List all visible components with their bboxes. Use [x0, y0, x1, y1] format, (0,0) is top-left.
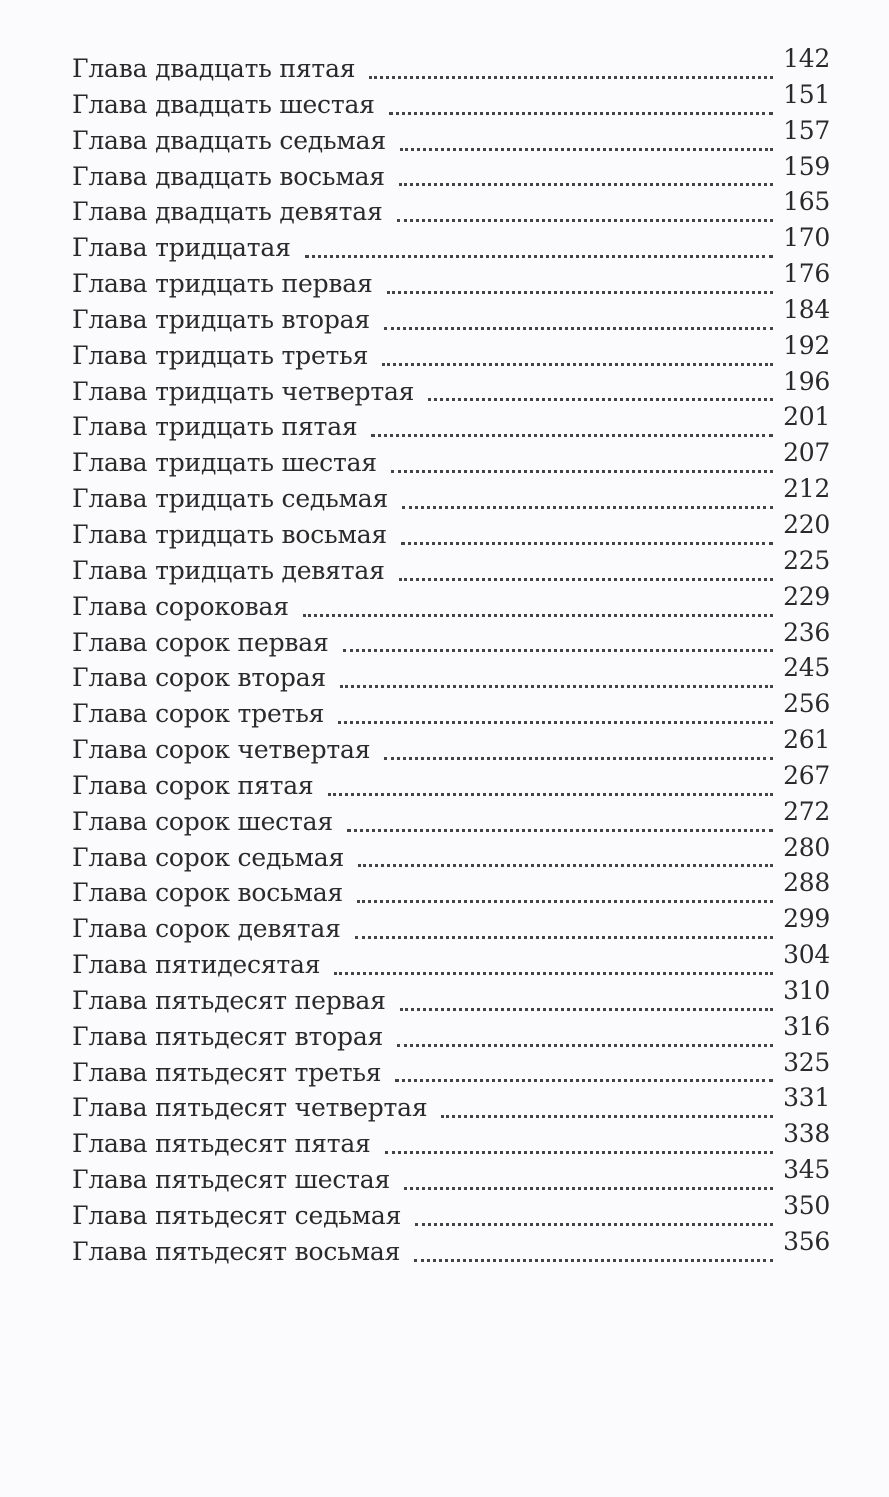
toc-entry: [72, 151, 830, 191]
toc-entry: [72, 366, 830, 406]
toc-dot-leader: [400, 975, 773, 1011]
toc-entry-title: Глава тридцать седьмая: [72, 484, 389, 514]
toc-entry-page: 159: [783, 151, 830, 181]
toc-dot-leader: [384, 294, 773, 330]
toc-entry-page: 170: [783, 223, 830, 253]
toc-entry: [72, 1119, 830, 1159]
toc-dot-leader: [414, 1226, 773, 1262]
toc-entry-title: Глава тридцатая: [72, 233, 291, 263]
toc-entry-title: Глава сорок первая: [72, 627, 329, 657]
toc-entry-page: 331: [783, 1083, 830, 1113]
toc-dot-leader: [303, 581, 773, 617]
toc-entry: [72, 653, 830, 693]
toc-entry-title: Глава сорок пятая: [72, 770, 314, 800]
toc-entry: [72, 1011, 830, 1051]
toc-dot-leader: [397, 1011, 773, 1047]
toc-dot-leader: [395, 1047, 773, 1083]
toc-entry-page: 236: [783, 617, 830, 647]
toc-entry: [72, 1191, 830, 1230]
toc-entry-title: Глава тридцать девятая: [72, 555, 385, 585]
toc-entry-page: 165: [783, 187, 830, 217]
toc-entry-page: 245: [783, 653, 830, 683]
toc-entry-page: 256: [783, 689, 830, 719]
toc-entry-title: Глава пятьдесят первая: [72, 985, 386, 1015]
toc-entry-title: Глава двадцать пятая: [72, 54, 356, 83]
toc-entry-page: 288: [783, 868, 830, 898]
toc-entry: [72, 1155, 830, 1195]
toc-entry: [72, 1083, 830, 1123]
toc-entry: [72, 975, 830, 1015]
toc-entry-page: 207: [783, 438, 830, 468]
toc-entry: [72, 294, 830, 334]
toc-dot-leader: [328, 760, 773, 796]
toc-entry-title: Глава сорок восьмая: [72, 878, 344, 908]
toc-entry-title: Глава тридцать пятая: [72, 412, 358, 442]
toc-dot-leader: [385, 1118, 773, 1154]
toc-dot-leader: [402, 473, 773, 509]
toc-entry: [72, 330, 830, 370]
toc-entry-title: Глава пятьдесят пятая: [72, 1129, 371, 1159]
toc-entry: [72, 868, 830, 908]
toc-entry: [72, 187, 830, 227]
toc-entry: [72, 689, 830, 729]
toc-entry-title: Глава двадцать девятая: [72, 197, 383, 227]
toc-entry-title: Глава двадцать восьмая: [72, 161, 385, 191]
toc-entry-title: Глава пятидесятая: [72, 950, 321, 980]
toc-entry-page: 280: [783, 832, 830, 862]
toc-entry-title: Глава двадцать седьмая: [72, 125, 386, 155]
toc-entry: [72, 44, 830, 83]
toc-entry-page: 304: [783, 940, 830, 970]
toc-entry-title: Глава пятьдесят седьмая: [72, 1201, 402, 1230]
toc-entry: [72, 509, 830, 549]
toc-dot-leader: [399, 151, 773, 187]
toc-entry-title: Глава тридцать первая: [72, 269, 373, 299]
toc-entry-page: 157: [783, 115, 830, 145]
toc-entry-title: Глава сорок вторая: [72, 663, 326, 693]
toc-entry-page: 272: [783, 796, 830, 826]
toc-entry-page: 142: [783, 44, 830, 73]
toc-entry-page: 325: [783, 1047, 830, 1077]
toc-entry-title: Глава сорок седьмая: [72, 842, 345, 872]
table-of-contents: [72, 44, 830, 1266]
toc-entry-title: Глава тридцать восьмая: [72, 519, 387, 549]
toc-entry-page: 299: [783, 904, 830, 934]
toc-dot-leader: [400, 115, 773, 151]
toc-entry-page: 220: [783, 509, 830, 539]
toc-dot-leader: [340, 652, 773, 688]
toc-entry: [72, 402, 830, 442]
toc-entry-page: 350: [783, 1191, 830, 1220]
toc-dot-leader: [387, 258, 773, 294]
toc-entry-page: 261: [783, 725, 830, 755]
toc-entry-title: Глава тридцать четвертая: [72, 376, 415, 406]
toc-entry-page: 176: [783, 259, 830, 289]
toc-dot-leader: [441, 1082, 773, 1118]
toc-entry: [72, 474, 830, 514]
toc-entry-title: Глава сорок третья: [72, 699, 325, 729]
toc-entry: [72, 904, 830, 944]
toc-entry-page: 151: [783, 79, 830, 109]
toc-entry: [72, 581, 830, 621]
toc-entry-title: Глава сорок шестая: [72, 806, 333, 836]
toc-dot-leader: [369, 43, 773, 79]
toc-entry: [72, 832, 830, 872]
toc-dot-leader: [357, 867, 773, 903]
toc-entry: [72, 760, 830, 800]
toc-dot-leader: [404, 1154, 773, 1190]
toc-entry-page: 338: [783, 1119, 830, 1149]
toc-entry-page: 345: [783, 1155, 830, 1185]
toc-entry-title: Глава сорок четвертая: [72, 735, 371, 765]
toc-entry-title: Глава двадцать шестая: [72, 89, 375, 119]
toc-entry-title: Глава пятьдесят третья: [72, 1057, 382, 1087]
toc-entry: [72, 115, 830, 155]
toc-entry: [72, 617, 830, 657]
toc-entry-page: 192: [783, 330, 830, 360]
toc-entry-title: Глава тридцать шестая: [72, 448, 377, 478]
toc-dot-leader: [334, 939, 773, 975]
toc-entry-page: 229: [783, 581, 830, 611]
toc-dot-leader: [415, 1190, 773, 1226]
toc-entry-page: 356: [783, 1226, 830, 1256]
toc-entry-title: Глава сороковая: [72, 591, 289, 621]
toc-entry-page: 212: [783, 474, 830, 504]
toc-entry: [72, 79, 830, 119]
toc-dot-leader: [355, 903, 773, 939]
toc-dot-leader: [371, 401, 773, 437]
toc-entry-title: Глава пятьдесят вторая: [72, 1021, 384, 1051]
toc-entry: [72, 940, 830, 980]
toc-entry-title: Глава тридцать вторая: [72, 304, 370, 334]
toc-entry-page: 225: [783, 545, 830, 575]
toc-dot-leader: [338, 688, 773, 724]
toc-entry: [72, 259, 830, 299]
toc-dot-leader: [384, 724, 773, 760]
toc-dot-leader: [382, 330, 773, 366]
toc-entry-page: 267: [783, 760, 830, 790]
toc-dot-leader: [343, 617, 773, 653]
toc-entry-page: 201: [783, 402, 830, 432]
toc-entry: [72, 796, 830, 836]
toc-entry-title: Глава сорок девятая: [72, 914, 341, 944]
toc-dot-leader: [358, 832, 773, 868]
toc-entry: [72, 1047, 830, 1087]
toc-entry-title: Глава тридцать третья: [72, 340, 369, 370]
toc-dot-leader: [397, 186, 773, 222]
toc-entry: [72, 545, 830, 585]
toc-dot-leader: [391, 437, 773, 473]
toc-dot-leader: [428, 366, 773, 402]
toc-entry: [72, 1226, 830, 1266]
toc-entry: [72, 438, 830, 478]
toc-entry-title: Глава пятьдесят шестая: [72, 1165, 391, 1195]
toc-entry-title: Глава пятьдесят четвертая: [72, 1093, 428, 1123]
toc-dot-leader: [305, 222, 773, 258]
toc-dot-leader: [401, 509, 773, 545]
toc-dot-leader: [347, 796, 773, 832]
toc-dot-leader: [399, 545, 773, 581]
toc-entry: [72, 725, 830, 765]
toc-entry-page: 316: [783, 1011, 830, 1041]
toc-entry-page: 310: [783, 975, 830, 1005]
toc-entry-title: Глава пятьдесят восьмая: [72, 1236, 401, 1266]
toc-dot-leader: [389, 79, 773, 115]
toc-entry-page: 184: [783, 294, 830, 324]
toc-entry: [72, 223, 830, 263]
toc-entry-page: 196: [783, 366, 830, 396]
